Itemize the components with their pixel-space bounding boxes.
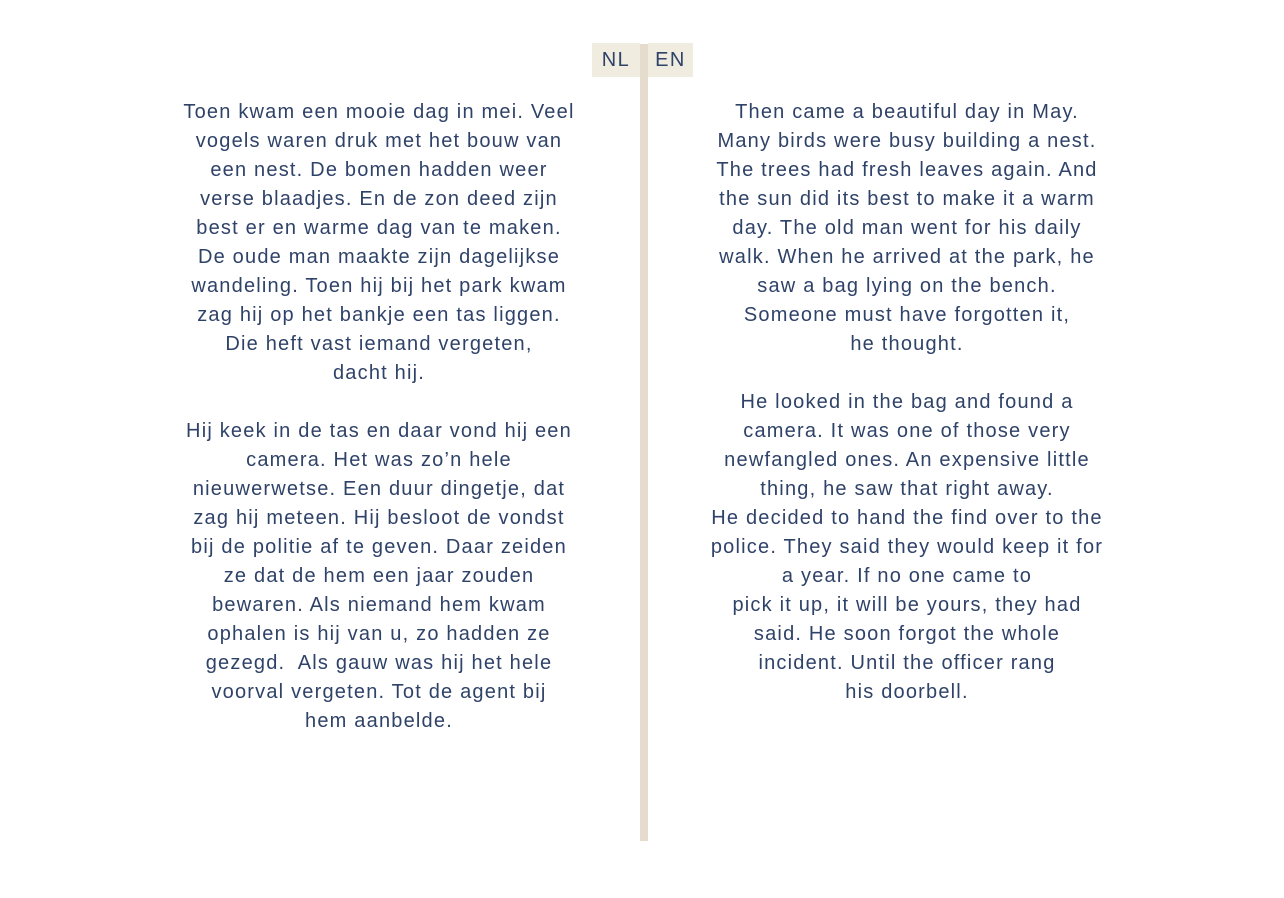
language-tab-nl[interactable]: NL — [592, 43, 640, 77]
text-line: his doorbell. — [845, 681, 969, 703]
text-line: Hij keek in de tas en daar vond hij een — [186, 420, 572, 442]
text-line: incident. Until the officer rang — [758, 652, 1056, 674]
dutch-paragraph-2 — [164, 417, 594, 736]
text-line: zag hij meteen. Hij besloot de vondst — [193, 507, 565, 529]
text-line: saw a bag lying on the bench. — [757, 275, 1057, 297]
paragraph-gap — [164, 388, 594, 417]
text-line: camera. It was one of those very — [743, 420, 1071, 442]
text-line: he thought. — [850, 333, 964, 355]
column-divider — [640, 44, 648, 841]
text-line: verse blaadjes. En de zon deed zijn — [200, 188, 558, 210]
text-line: ze dat de hem een jaar zouden — [223, 565, 535, 587]
text-line: De oude man maakte zijn dagelijkse — [197, 246, 561, 268]
text-line: day. The old man went for his daily — [732, 217, 1082, 239]
text-line: Die heft vast iemand vergeten, — [225, 333, 533, 355]
text-line: zag hij op het bankje een tas liggen. — [197, 304, 561, 326]
text-line: een nest. De bomen hadden weer — [210, 159, 548, 181]
text-line: gezegd. Als gauw was hij het hele — [205, 652, 553, 674]
text-line: vogels waren druk met het bouw van — [195, 130, 563, 152]
text-line: He decided to hand the find over to the — [711, 507, 1103, 529]
english-paragraph-1 — [692, 98, 1122, 359]
language-tab-en[interactable]: EN — [648, 43, 693, 77]
text-line: best er en warme dag van te maken. — [196, 217, 562, 239]
text-line: bij de politie af te geven. Daar zeiden — [191, 536, 567, 558]
text-line: nieuwerwetse. Een duur dingetje, dat — [192, 478, 566, 500]
text-line: police. They said they would keep it for — [710, 536, 1104, 558]
text-line: wandeling. Toen hij bij het park kwam — [191, 275, 567, 297]
text-line: Many birds were busy building a nest. — [717, 130, 1097, 152]
text-line: said. He soon forgot the whole — [753, 623, 1061, 645]
text-line: newfangled ones. An expensive little — [724, 449, 1090, 471]
text-line: voorval vergeten. Tot de agent bij — [211, 681, 547, 703]
text-line: thing, he saw that right away. — [760, 478, 1054, 500]
text-line: Toen kwam een mooie dag in mei. Veel — [183, 101, 575, 123]
english-paragraph-2 — [692, 388, 1122, 707]
text-line: pick it up, it will be yours, they had — [732, 594, 1082, 616]
text-line: walk. When he arrived at the park, he — [719, 246, 1095, 268]
english-text-column — [692, 98, 1122, 707]
text-line: ophalen is hij van u, zo hadden ze — [207, 623, 551, 645]
dutch-paragraph-1 — [164, 98, 594, 388]
text-line: He looked in the bag and found a — [740, 391, 1074, 413]
text-line: camera. Het was zo’n hele — [246, 449, 512, 471]
dutch-text-column — [164, 98, 594, 736]
text-line: a year. If no one came to — [781, 565, 1033, 587]
text-line: hem aanbelde. — [305, 710, 453, 732]
text-line: The trees had fresh leaves again. And — [716, 159, 1098, 181]
paragraph-gap — [692, 359, 1122, 388]
text-line: Then came a beautiful day in May. — [735, 101, 1079, 123]
text-line: bewaren. Als niemand hem kwam — [212, 594, 546, 616]
text-line: the sun did its best to make it a warm — [719, 188, 1095, 210]
text-line: Someone must have forgotten it, — [743, 304, 1071, 326]
text-line: dacht hij. — [332, 362, 426, 384]
